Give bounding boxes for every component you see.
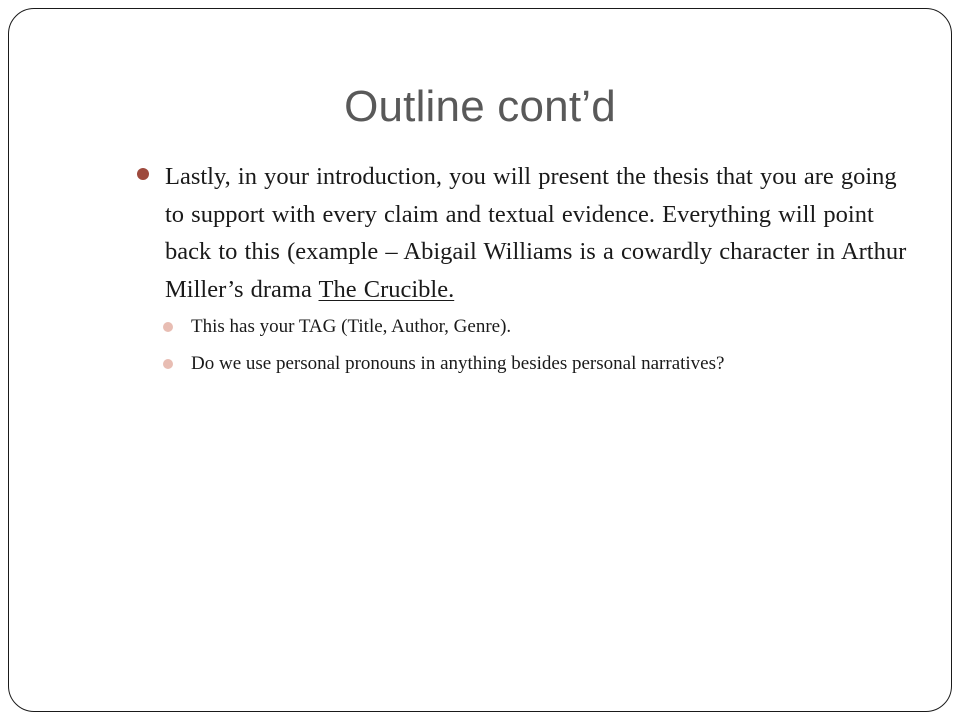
sub-bullet-dot-icon (163, 359, 173, 369)
bullet-thesis (137, 158, 917, 308)
sub-bullet-tag-text: This has your TAG (Title, Author, Genre). (191, 316, 512, 337)
book-title-underlined: The Crucible. (318, 275, 455, 303)
sub-bullet-tag (163, 314, 917, 340)
sub-bullet-pronouns-text: Do we use personal pronouns in anything besides personal narratives? (191, 353, 725, 374)
bullet-thesis-text: Lastly, in your introduction, you will present the thesis that you are going to support with every claim and textual evidence. Everything will point back to this (example – Abigail Williams is a cowardly character in Arthur Miller’s drama (165, 163, 907, 303)
sub-bullet-pronouns (163, 351, 917, 377)
slide-title: Outline cont’d (344, 82, 616, 131)
slide-body (137, 158, 917, 388)
bullet-dot-icon (137, 168, 149, 180)
sub-bullet-dot-icon (163, 322, 173, 332)
